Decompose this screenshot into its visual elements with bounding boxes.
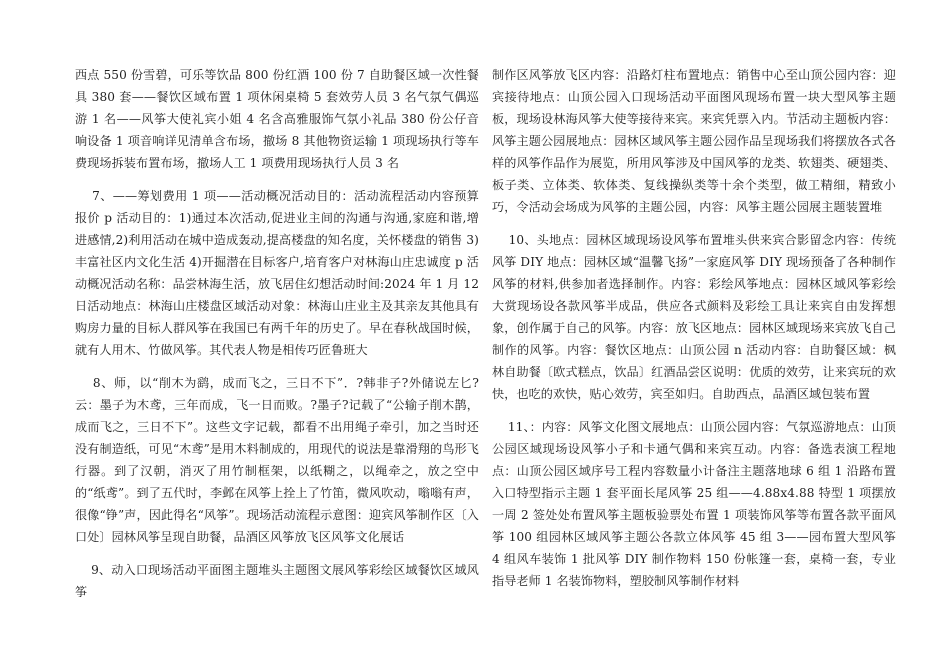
paragraph-section-7: 7、——筹划费用 1 项——活动概况活动目的：活动流程活动内容预算报价 p 活动目的：1)通过本次活动,促进业主间的沟通与沟通,家庭和谐,增进感情,2)利用活动在城中造成轰动,提高楼盘的知名度，关怀楼盘的销售 3)丰富社区内文化生活 4)开掘潜在目标客户,培育客户对林海山庄忠诚度 p 活动概况活动名称：品尝林海生活，放飞居住幻想活动时间:2024 年 1 月 12 日活动地点：林海山庄楼盘区域活动对象：林海山庄业主及其亲友其他具有购房力量的目标人群风筝在我国已有两千年的历史了。早在春秋战国时候，就有人用木、竹做风筝。其代表人物是相传巧匠鲁班大 (75, 189, 483, 357)
paragraph-continued: 制作区风筝放飞区内容：沿路灯柱布置地点：销售中心至山顶公园内容：迎宾接待地点：山顶公园入口现场活动平面图风现场布置一块大型风筝主题板，现场设林海风筝大使等接待来宾。来宾凭票入内。节活动主题板内容：风筝主题公园展地点：园林区域风筝主题公园作品呈现场我们将摆放各式各样的风筝作品作为展览，所用风筝涉及中国风筝的龙类、软翅类、硬翅类、板子类、立体类、软体类、复线操纵类等十余个类型，做工精细，精致小巧，令活动会场成为风筝的主题公园，内容：风筝主题公园展主题装置堆 (492, 68, 896, 214)
right-column (492, 64, 900, 592)
paragraph-section-9: 9、动入口现场活动平面图主题堆头主题图文展风筝彩绘区域餐饮区域风筝 (75, 563, 479, 599)
left-column (75, 64, 483, 603)
paragraph-section-11: 11、：内容：风筝文化图文展地点：山顶公园内容：气氛巡游地点：山顶公园区域现场设风筝小子和卡通气偶和来宾互动。内容：备选表演工程地点：山顶公园区域序号工程内容数量小计备注主题落地球 6 组 1 沿路布置入口特型指示主题 1 套平面长尾风筝 25 组——4.88x4.88 特型 1 项摆放一周 2 签处处布置风筝主题板验票处布置 1 项装饰风筝等布置各款平面风筝 100 组园林区域风筝主题公各款立体风筝 45 组 3——园布置大型风筝 4 组风车装饰 1 批风筝 DIY 制作物料 150 份帐篷一套，桌椅一套，专业指导老师 1 名装饰物料，塑胶制风筝制作材料 (492, 420, 900, 588)
paragraph-section-8: 8、师，以“削木为鹞，成而飞之，三日不下”．?韩非子?外储说左匕?云：墨子为木鸢，三年而成，飞一日而败。?墨子?记载了“公输子削木鹊，成而飞之，三日不下”。这些文字记载，都看不出用绳子牵引，加之当时还没有制造纸，可见“木鸢”是用木料制成的，用现代的说法是靠滑翔的鸟形飞行器。到了汉朝，消灭了用竹制框架，以纸糊之，以绳牵之，放之空中的“纸鸢”。到了五代时，李邺在风筝上拴上了竹笛，微风吹动，嗡嗡有声，很像“铮”声，因此得名“风筝”。现场活动流程示意图：迎宾风筝制作区〔入口处〕园林风筝呈现自助餐，品酒区风筝放飞区风筝文化展话 (75, 376, 479, 544)
paragraph-materials-list: 西点 550 份雪碧，可乐等饮品 800 份红酒 100 份 7 自助餐区域一次性餐具 380 套——餐饮区域布置 1 项休闲桌椅 5 套效劳人员 3 名气氛气偶巡游 1 名——风筝大使礼宾小姐 4 名含高雅服饰气氛小礼品 380 份公仔音响设备 1 项音响详见清单含布场，撤场 8 其他物资运输 1 项现场执行等车费现场拆装布置布场，撤场人工 1 项费用现场执行人员 3 名 (75, 68, 479, 170)
paragraph-section-10: 10、头地点：园林区域现场设风筝布置堆头供来宾合影留念内容：传统风筝 DIY 地点：园林区域“温馨飞扬”一家庭风筝 DIY 现场预备了各种制作风筝的材料,供参加者选择制作。内容：彩绘风筝地点：园林区域风筝彩绘大赏现场设各款风筝半成品，供应各式颜料及彩绘工具让来宾自由发挥想象，创作属于自己的风筝。内容：放飞区地点：园林区域现场来宾放飞自己制作的风筝。内容：餐饮区地点：山顶公园 n 活动内容：自助餐区域：枫林自助餐〔欧式糕点，饮品〕红酒品尝区说明：优质的效劳，让来宾玩的欢快，也吃的欢快，贴心效劳，宾至如归。自助西点，品酒区域包装布置 (492, 233, 897, 401)
